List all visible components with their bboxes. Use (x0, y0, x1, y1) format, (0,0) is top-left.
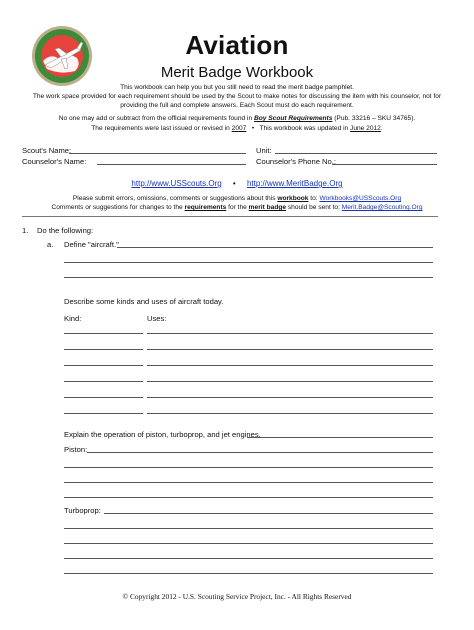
uses-answer-line[interactable] (147, 397, 433, 398)
meritbadge-link[interactable]: http://www.MeritBadge.Org (246, 179, 343, 188)
unit-field[interactable] (275, 153, 437, 154)
requirement-1-number: 1. (22, 226, 29, 235)
link-separator: • (232, 179, 236, 188)
uses-answer-line[interactable] (147, 333, 433, 334)
answer-line[interactable] (64, 482, 433, 483)
answer-line[interactable] (64, 528, 433, 529)
scout-name-field[interactable] (69, 153, 246, 154)
answer-line[interactable] (64, 543, 433, 544)
counselor-name-field[interactable] (97, 164, 246, 165)
scout-name-label: Scout's Name: (22, 146, 72, 155)
answer-line[interactable] (64, 277, 433, 278)
turboprop-answer-line[interactable] (104, 513, 433, 514)
kind-answer-line[interactable] (64, 397, 143, 398)
piston-answer-line[interactable] (87, 452, 433, 453)
uses-answer-line[interactable] (147, 349, 433, 350)
counselor-phone-label: Counselor's Phone No.: (256, 157, 336, 166)
explain-engines-prompt: Explain the operation of piston, turboprop, and jet engines. (64, 430, 261, 439)
submit-line-2: Comments or suggestions for changes to the requirements for the merit badge should be sent to: Merit.Badge@Scouting.Org (51, 204, 423, 211)
requirement-1-text: Do the following: (37, 226, 94, 235)
submit-line-1: Please submit errors, omissions, comments or suggestions about this workbook to: Workbooks@USScouts.Org (72, 195, 402, 202)
section-divider (22, 216, 438, 217)
turboprop-label: Turboprop: (64, 506, 101, 515)
uses-answer-line[interactable] (147, 413, 433, 414)
uses-answer-line[interactable] (147, 365, 433, 366)
kind-answer-line[interactable] (64, 413, 143, 414)
kind-answer-line[interactable] (64, 381, 143, 382)
kind-answer-line[interactable] (64, 365, 143, 366)
counselor-name-label: Counselor's Name: (22, 157, 87, 166)
update-date: June 2012 (350, 125, 381, 132)
define-aircraft-answer-line[interactable] (117, 247, 433, 248)
workbooks-email-link[interactable]: Workbooks@USScouts.Org (319, 195, 402, 202)
copyright-footer: © Copyright 2012 - U.S. Scouting Service Project, Inc. - All Rights Reserved (122, 592, 352, 601)
piston-label: Piston: (64, 445, 88, 454)
answer-line[interactable] (64, 573, 433, 574)
intro-line-1: This workbook can help you but you still need to read the merit badge pamphlet. (120, 84, 354, 91)
describe-aircraft-prompt: Describe some kinds and uses of aircraft today. (64, 297, 224, 306)
counselor-phone-field[interactable] (332, 164, 437, 165)
requirement-1a-text: Define "aircraft." (64, 240, 119, 249)
unit-label: Unit: (256, 146, 272, 155)
boy-scout-requirements-title: Boy Scout Requirements (253, 115, 333, 122)
intro-line-3: No one may add or subtract from the official requirements found in Boy Scout Requirements (Pub. 33216 – SKU 34765). (58, 115, 416, 122)
uses-column-label: Uses: (147, 314, 167, 323)
explain-engines-answer-line[interactable] (247, 437, 433, 438)
answer-line[interactable] (64, 262, 433, 263)
links-row (0, 179, 474, 188)
answer-line[interactable] (64, 558, 433, 559)
kind-answer-line[interactable] (64, 349, 143, 350)
intro-line-4: The requirements were last issued or revised in 2007 • This workbook was updated in June 2012. (91, 125, 383, 132)
answer-line[interactable] (64, 497, 433, 498)
kind-column-label: Kind: (64, 314, 82, 323)
merit-badge-email-link[interactable]: Merit.Badge@Scouting.Org (341, 204, 423, 211)
page-subtitle: Merit Badge Workbook (160, 64, 314, 81)
answer-line[interactable] (64, 467, 433, 468)
usscouts-link[interactable]: http://www.USScouts.Org (131, 179, 222, 188)
intro-line-2: The work space provided for each requirement should be used by the Scout to make notes for discussing the item with his counselor, not for providing the full and complete answers. Each Scout must do each requirement. (32, 93, 442, 109)
page-title: Aviation (185, 30, 289, 60)
kind-answer-line[interactable] (64, 333, 143, 334)
uses-answer-line[interactable] (147, 381, 433, 382)
revision-year: 2007 (231, 125, 247, 132)
requirement-1a-letter: a. (47, 240, 54, 249)
